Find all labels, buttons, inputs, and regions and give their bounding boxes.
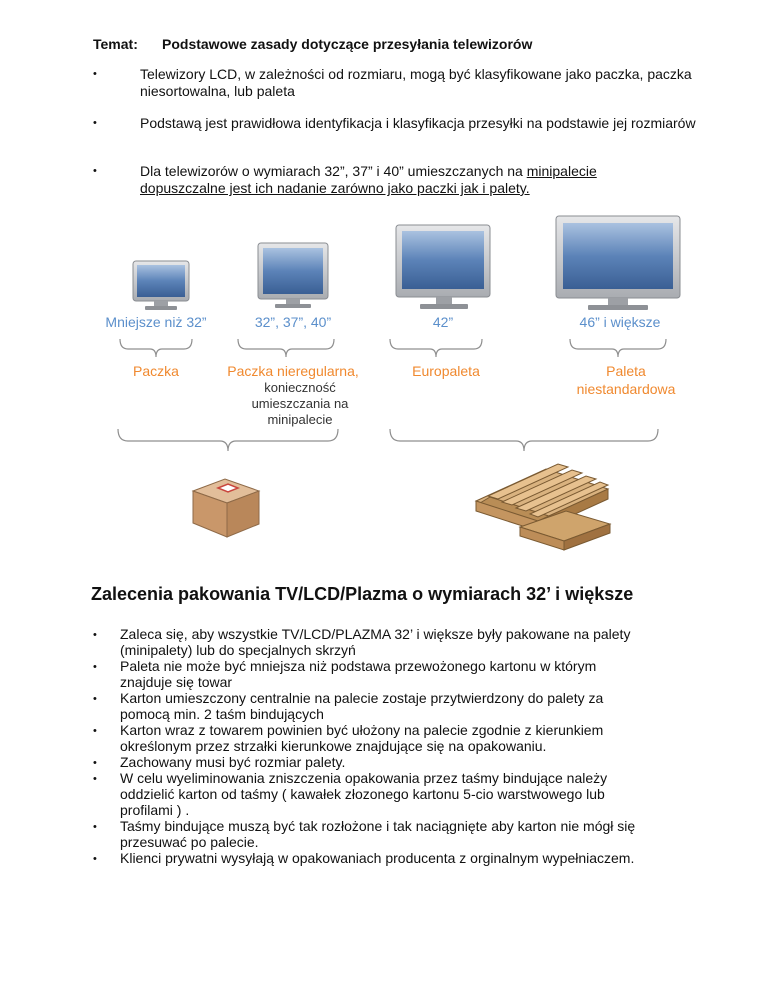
tv-small-icon [133,261,189,310]
category-note: umieszczania na [251,396,349,411]
bullet-icon: • [93,773,97,785]
bullet-icon: • [93,165,97,177]
recommendation-line: Paleta nie może być mniejsza niż podstawa przewożonego kartonu w którym [120,658,597,674]
recommendation-line: Zachowany musi być rozmiar palety. [120,754,346,770]
recommendation-item [93,690,713,722]
recommendation-line: (minipalety) lub do specjalnych skrzyń [120,642,356,658]
recommendation-line: W celu wyeliminowania zniszczenia opakowania przez taśmy bindujące należy [120,770,608,786]
bullet-icon: • [93,693,97,705]
recommendation-line: Karton umieszczony centralnie na palecie zostaje przytwierdzony do palety za [120,690,604,706]
bullet-icon: • [93,853,97,865]
bullet-icon: • [93,629,97,641]
pallet-icon [476,464,610,550]
recommendation-line: profilami ) . [120,802,190,818]
recommendation-item [93,754,713,770]
category-note: konieczność [264,380,336,395]
recommendation-item [93,850,713,866]
category-label: Europaleta [412,363,480,379]
category-label: Paczka nieregularna, [227,363,359,379]
tv-classification-illustration [90,215,690,555]
topic-line [93,36,532,52]
size-label: Mniejsze niż 32” [105,314,207,330]
tv-medium-icon [258,243,328,308]
recommendation-line: Zaleca się, aby wszystkie TV/LCD/PLAZMA 32’ i większe były pakowane na palety [120,626,631,642]
topic-title: Podstawowe zasady dotyczące przesyłania telewizorów [162,36,533,52]
recommendation-item [93,626,713,658]
recommendation-item [93,770,713,818]
bullet-icon: • [93,725,97,737]
intro-bullet-text: Telewizory LCD, w zależności od rozmiaru, mogą być klasyfikowane jako paczka, paczka niesortowalna, lub paleta [140,66,692,99]
recommendation-line: Taśmy bindujące muszą być tak rozłożone i tak naciągnięte aby karton nie mógł się [120,818,636,834]
brace-icon [120,339,666,357]
recommendations-list [93,626,713,866]
recommendation-item [93,658,713,690]
group-brace-icon [118,429,658,451]
recommendation-line: Klienci prywatni wysyłają w opakowaniach producenta z orginalnym wypełniaczem. [120,850,635,866]
category-label: Paczka [133,363,179,379]
recommendation-line: oddzielić karton od taśmy ( kawałek złozonego kartonu 5-cio warstwowego lub [120,786,605,802]
recommendation-line: Karton wraz z towarem powinien być ułożony na palecie zgodnie z kierunkiem [120,722,604,738]
bullet-icon: • [93,821,97,833]
bullet-icon: • [93,757,97,769]
minipallet-lead: Dla telewizorów o wymiarach 32”, 37” i 40” umieszczanych na [140,163,527,179]
recommendation-line: znajduje się towar [120,674,233,690]
intro-bullet-text [140,163,700,197]
size-label: 32”, 37”, 40” [254,314,332,330]
minipallet-link[interactable]: minipalecie [526,163,597,179]
bullet-icon: • [93,661,97,673]
section-heading: Zalecenia pakowania TV/LCD/Plazma o wymiarach 32’ i większe [91,584,634,604]
topic-label: Temat: [93,36,138,52]
minipallet-rest: dopuszczalne jest ich nadanie zarówno jako paczki jak i palety. [140,180,530,196]
parcel-box-icon [193,479,259,537]
recommendation-item [93,818,713,850]
bullet-icon: • [93,117,97,129]
category-label: niestandardowa [576,381,676,397]
bullet-icon: • [93,68,97,80]
recommendation-line: określonym przez strzałki kierunkowe znajdujące się na opakowaniu. [120,738,547,754]
category-label: Paleta [606,363,646,379]
size-label: 42” [432,314,454,330]
intro-bullet-text: Podstawą jest prawidłowa identyfikacja i klasyfikacja przesyłki na podstawie jej rozmiarów [140,115,696,131]
category-note: minipalecie [267,412,333,427]
recommendation-line: pomocą min. 2 taśm bindujących [120,706,324,722]
recommendation-line: przesuwać po palecie. [120,834,259,850]
tv-large-icon [396,225,490,309]
size-label: 46” i większe [579,314,661,330]
tv-xlarge-icon [556,216,680,310]
recommendation-item [93,722,713,754]
